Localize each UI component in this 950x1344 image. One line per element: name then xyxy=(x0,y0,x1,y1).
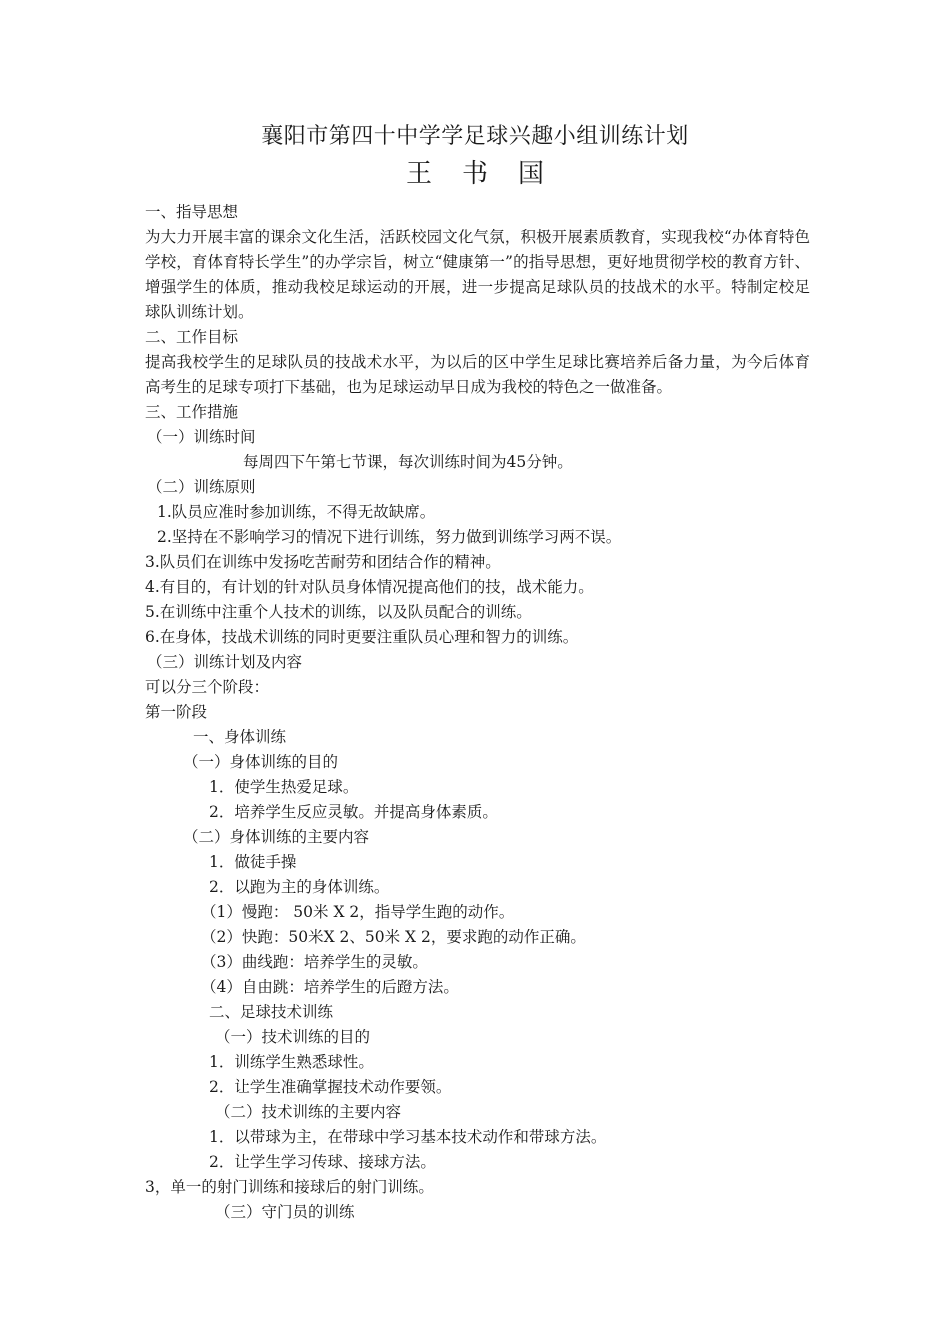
training-heading: 一、身体训练 xyxy=(193,728,287,746)
list-item: 3.队员们在训练中发扬吃苦耐劳和团结合作的精神。 xyxy=(145,553,501,571)
document-author: 王书国 xyxy=(405,159,574,189)
text-line: 可以分三个阶段： xyxy=(145,678,270,696)
list-item: 2.坚持在不影响学习的情况下进行训练，努力做到训练学习两不误。 xyxy=(157,528,622,546)
list-item: 2．培养学生反应灵敏。并提高身体素质。 xyxy=(209,803,498,821)
subsection-heading: （一）训练时间 xyxy=(147,428,256,446)
paragraph: 提高我校学生的足球队员的技战术水平，为以后的区中学生足球比赛培养后备力量，为今后体育高考生的足球专项打下基础，也为足球运动早日成为我校的特色之一做准备。 xyxy=(145,353,810,396)
list-item: 1．做徒手操 xyxy=(209,853,297,871)
list-item: （4）自由跳：培养学生的后蹬方法。 xyxy=(201,978,459,996)
list-item: （2）快跑：50米X 2、50米 X 2，要求跑的动作正确。 xyxy=(201,928,586,946)
list-item: 6.在身体，技战术训练的同时更要注重队员心理和智力的训练。 xyxy=(145,628,579,646)
subsection-heading: （三）训练计划及内容 xyxy=(147,653,303,671)
training-subheading: （一）技术训练的目的 xyxy=(215,1028,371,1046)
training-subheading: （一）身体训练的目的 xyxy=(183,753,339,771)
list-item: 1．使学生热爱足球。 xyxy=(209,778,359,796)
training-subheading: （三）守门员的训练 xyxy=(215,1203,355,1221)
section-heading: 一、指导思想 xyxy=(145,203,239,221)
text-line: 每周四下午第七节课，每次训练时间为45分钟。 xyxy=(243,453,573,471)
list-item: 2．让学生准确掌握技术动作要领。 xyxy=(209,1078,452,1096)
subsection-heading: （二）训练原则 xyxy=(147,478,256,496)
document-body xyxy=(145,200,810,1225)
section-heading: 二、工作目标 xyxy=(145,328,239,346)
training-heading: 二、足球技术训练 xyxy=(209,1003,334,1021)
list-item: （1）慢跑： 50米 X 2，指导学生跑的动作。 xyxy=(201,903,515,921)
list-item: 3，单一的射门训练和接球后的射门训练。 xyxy=(145,1178,434,1196)
list-item: 2．以跑为主的身体训练。 xyxy=(209,878,390,896)
training-subheading: （二）技术训练的主要内容 xyxy=(215,1103,402,1121)
document-title: 襄阳市第四十中学学足球兴趣小组训练计划 xyxy=(261,124,689,149)
list-item: 5.在训练中注重个人技术的训练，以及队员配合的训练。 xyxy=(145,603,532,621)
list-item: 4.有目的，有计划的针对队员身体情况提高他们的技，战术能力。 xyxy=(145,578,594,596)
list-item: 1.队员应准时参加训练，不得无故缺席。 xyxy=(157,503,436,521)
paragraph: 为大力开展丰富的课余文化生活，活跃校园文化气氛，积极开展素质教育，实现我校“办体育特色学校，育体育特长学生”的办学宗旨，树立“健康第一”的指导思想，更好地贯彻学校的教育方针、增强学生的体质，推动我校足球运动的开展，进一步提高足球队员的技战术的水平。特制定校足球队训练计划。 xyxy=(145,228,810,321)
list-item: （3）曲线跑：培养学生的灵敏。 xyxy=(201,953,428,971)
list-item: 1．训练学生熟悉球性。 xyxy=(209,1053,374,1071)
training-subheading: （二）身体训练的主要内容 xyxy=(183,828,370,846)
section-heading: 三、工作措施 xyxy=(145,403,239,421)
stage-heading: 第一阶段 xyxy=(145,703,208,721)
list-item: 1．以带球为主，在带球中学习基本技术动作和带球方法。 xyxy=(209,1128,607,1146)
list-item: 2．让学生学习传球、接球方法。 xyxy=(209,1153,436,1171)
